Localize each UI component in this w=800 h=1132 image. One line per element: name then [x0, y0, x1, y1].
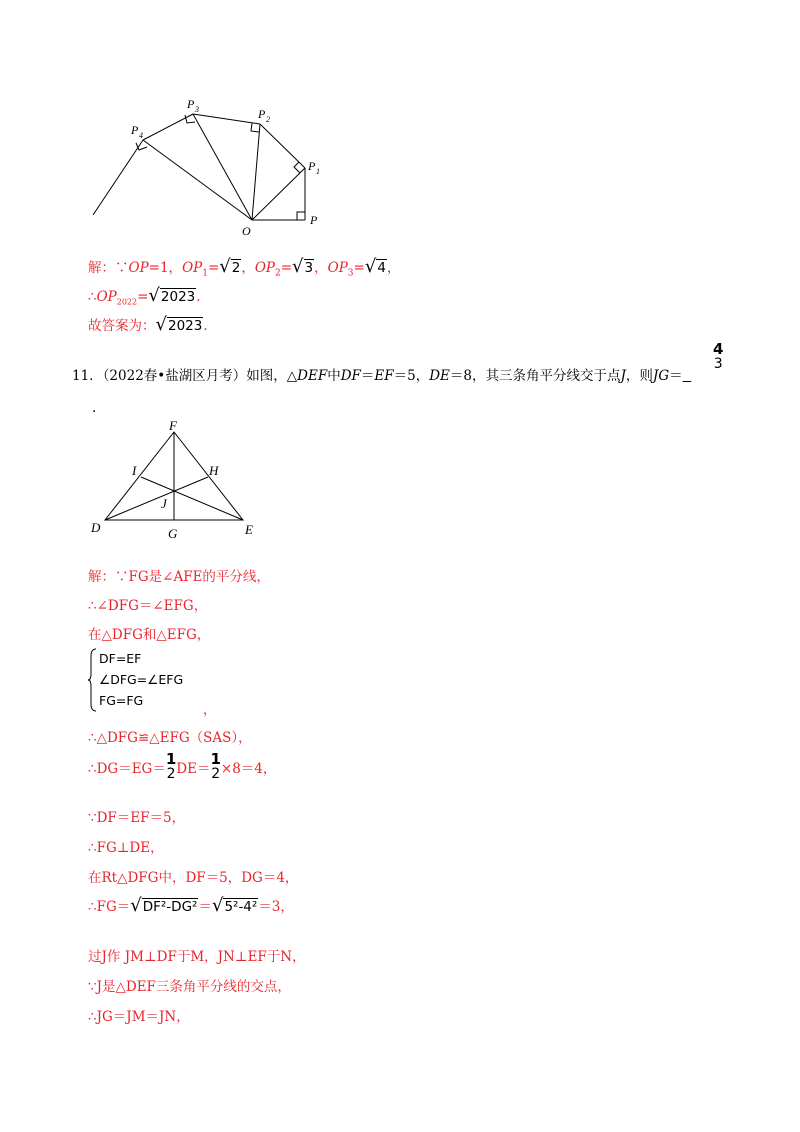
label-p2-sub: 2 — [266, 115, 270, 124]
sol1-rad2023: 2023 — [160, 289, 196, 305]
radical-icon: √ — [292, 256, 304, 277]
sol1-eq1: =1， — [148, 260, 183, 276]
sol2-l9-b: ＝ — [198, 899, 212, 915]
radical-icon: √ — [155, 314, 167, 335]
sol1-line3 — [88, 314, 208, 335]
system-tail: ， — [203, 702, 217, 718]
q11-de: DE — [429, 368, 450, 384]
radical-icon: √ — [148, 285, 160, 306]
sol2-line10: 过J作 JM⊥DF于M，JN⊥EF于N， — [88, 949, 306, 965]
half1-den: 2 — [166, 766, 176, 782]
q11-number: 11． — [72, 368, 103, 384]
sol1-op2022: OP — [96, 289, 117, 305]
sol1-op: OP — [128, 260, 149, 276]
sol1-op3-sub: 3 — [347, 268, 354, 279]
label-p4: P — [131, 123, 139, 137]
sol1-rad2: 3 — [304, 260, 314, 276]
sol1-comma2: ， — [314, 260, 328, 276]
system-brace — [88, 648, 98, 712]
sol2-rad2: 5²-4² — [224, 899, 258, 915]
half2-den: 2 — [211, 766, 221, 782]
q11-j: J — [620, 368, 626, 384]
sol1-answer-prefix: 故答案为： — [88, 318, 156, 334]
sol1-eq5: = — [137, 289, 149, 305]
half1-num: 1 — [165, 750, 177, 768]
sol2-line2: ∴∠DFG＝∠EFG， — [88, 598, 208, 614]
sol1-period: . — [196, 289, 201, 305]
sol2-l5-c: ×8＝4， — [220, 760, 277, 777]
label-i: I — [132, 463, 137, 478]
sol1-answer-rad: 2023 — [167, 318, 203, 334]
label-p2: P — [258, 107, 266, 121]
sol2-line8: 在Rt△DFG中，DF＝5，DG＝4， — [88, 870, 299, 886]
q11-eq1: ＝ — [360, 368, 375, 384]
label-p3-sub: 3 — [195, 105, 199, 114]
spiral-figure — [85, 90, 345, 245]
sol2-line12: ∴JG＝JM＝JN， — [88, 1009, 190, 1025]
label-f: F — [169, 420, 177, 433]
system-equations — [99, 648, 183, 711]
q11-zhong: 中 — [327, 368, 341, 384]
radical-icon: √ — [364, 256, 377, 277]
radical-icon: √ — [130, 895, 142, 916]
sol1-line1 — [88, 256, 400, 279]
sol1-rad1: 2 — [231, 260, 241, 276]
sol2-l5-a: ∴DG＝EG＝ — [88, 760, 166, 777]
q11-source: （2022春•盐湖区月考）如图，△ — [102, 368, 298, 384]
sol1-therefore: ∴ — [88, 289, 97, 305]
sol2-line3: 在△DFG和△EFG， — [88, 627, 211, 643]
system-eq2: ∠DFG=∠EFG — [99, 672, 184, 687]
q11-answer-fraction — [713, 342, 723, 371]
half2-num: 1 — [210, 750, 221, 768]
sol2-line4: ∴△DFG≌△EFG（SAS）， — [88, 730, 252, 746]
sol2-line6: ∵DF＝EF＝5， — [88, 810, 186, 826]
q11-text — [72, 364, 691, 384]
sol1-comma3: ， — [386, 260, 401, 276]
sol1-line2 — [88, 285, 201, 307]
sol1-comma1: ， — [241, 260, 255, 276]
q11-ef: EF — [374, 368, 394, 384]
system-eq1: DF=EF — [99, 651, 142, 666]
radical-icon: √ — [211, 895, 224, 916]
sol2-line11: ∵J是△DEF三条角平分线的交点， — [88, 979, 291, 995]
sol1-answer-period: . — [203, 318, 208, 334]
label-e: E — [245, 522, 253, 537]
sol1-op1-sub: 1 — [202, 268, 208, 279]
radical-icon: √ — [219, 256, 231, 277]
sol1-op3: OP — [327, 260, 348, 276]
q11-val5: ＝5， — [393, 368, 430, 384]
label-d: D — [91, 520, 101, 535]
sol1-rad3: 4 — [377, 260, 386, 276]
label-o: O — [242, 224, 251, 238]
q11-def: DEF — [297, 368, 328, 384]
sol2-line9 — [88, 895, 294, 916]
system-eq3: FG=FG — [99, 693, 144, 708]
sol1-op2: OP — [254, 260, 275, 276]
q11-ze: ，则 — [625, 368, 653, 384]
label-h: H — [209, 463, 219, 478]
q11-answer-den: 3 — [713, 356, 723, 372]
sol2-rad1: DF²-DG² — [142, 899, 198, 915]
sol2-line7: ∴FG⊥DE， — [88, 840, 164, 856]
label-j: J — [161, 496, 167, 511]
triangle-figure — [85, 420, 270, 545]
q11-jg: JG — [652, 368, 670, 384]
label-p4-sub: 4 — [139, 131, 143, 140]
sol1-prefix: 解：∵ — [88, 260, 129, 276]
sol1-op2-sub: 2 — [275, 268, 281, 279]
sol1-eq2: = — [207, 260, 220, 276]
sol2-l9-a: ∴FG＝ — [88, 899, 131, 915]
label-p3: P — [187, 97, 195, 111]
sol1-eq3: = — [280, 260, 293, 276]
q11-trail-period: . — [92, 400, 97, 416]
label-g: G — [168, 526, 178, 541]
sol2-line5 — [88, 752, 276, 781]
sol1-op2022-sub: 2022 — [116, 297, 138, 307]
label-p1-sub: 1 — [316, 167, 320, 176]
sol1-eq4: = — [353, 260, 365, 276]
sol1-op1: OP — [182, 260, 203, 276]
q11-df: DF — [340, 368, 361, 384]
q11-eq2: ＝ — [669, 368, 683, 384]
q11-answer-num: 4 — [713, 340, 724, 358]
sol2-line1: 解：∵FG是∠AFE的平分线， — [88, 569, 270, 585]
sol2-l9-c: ＝3， — [258, 899, 294, 915]
sol2-l5-b: DE＝ — [176, 760, 211, 777]
q11-val8: ＝8，其三条角平分线交于点 — [449, 368, 621, 384]
label-p: P — [310, 213, 318, 227]
label-p1: P — [308, 159, 316, 173]
